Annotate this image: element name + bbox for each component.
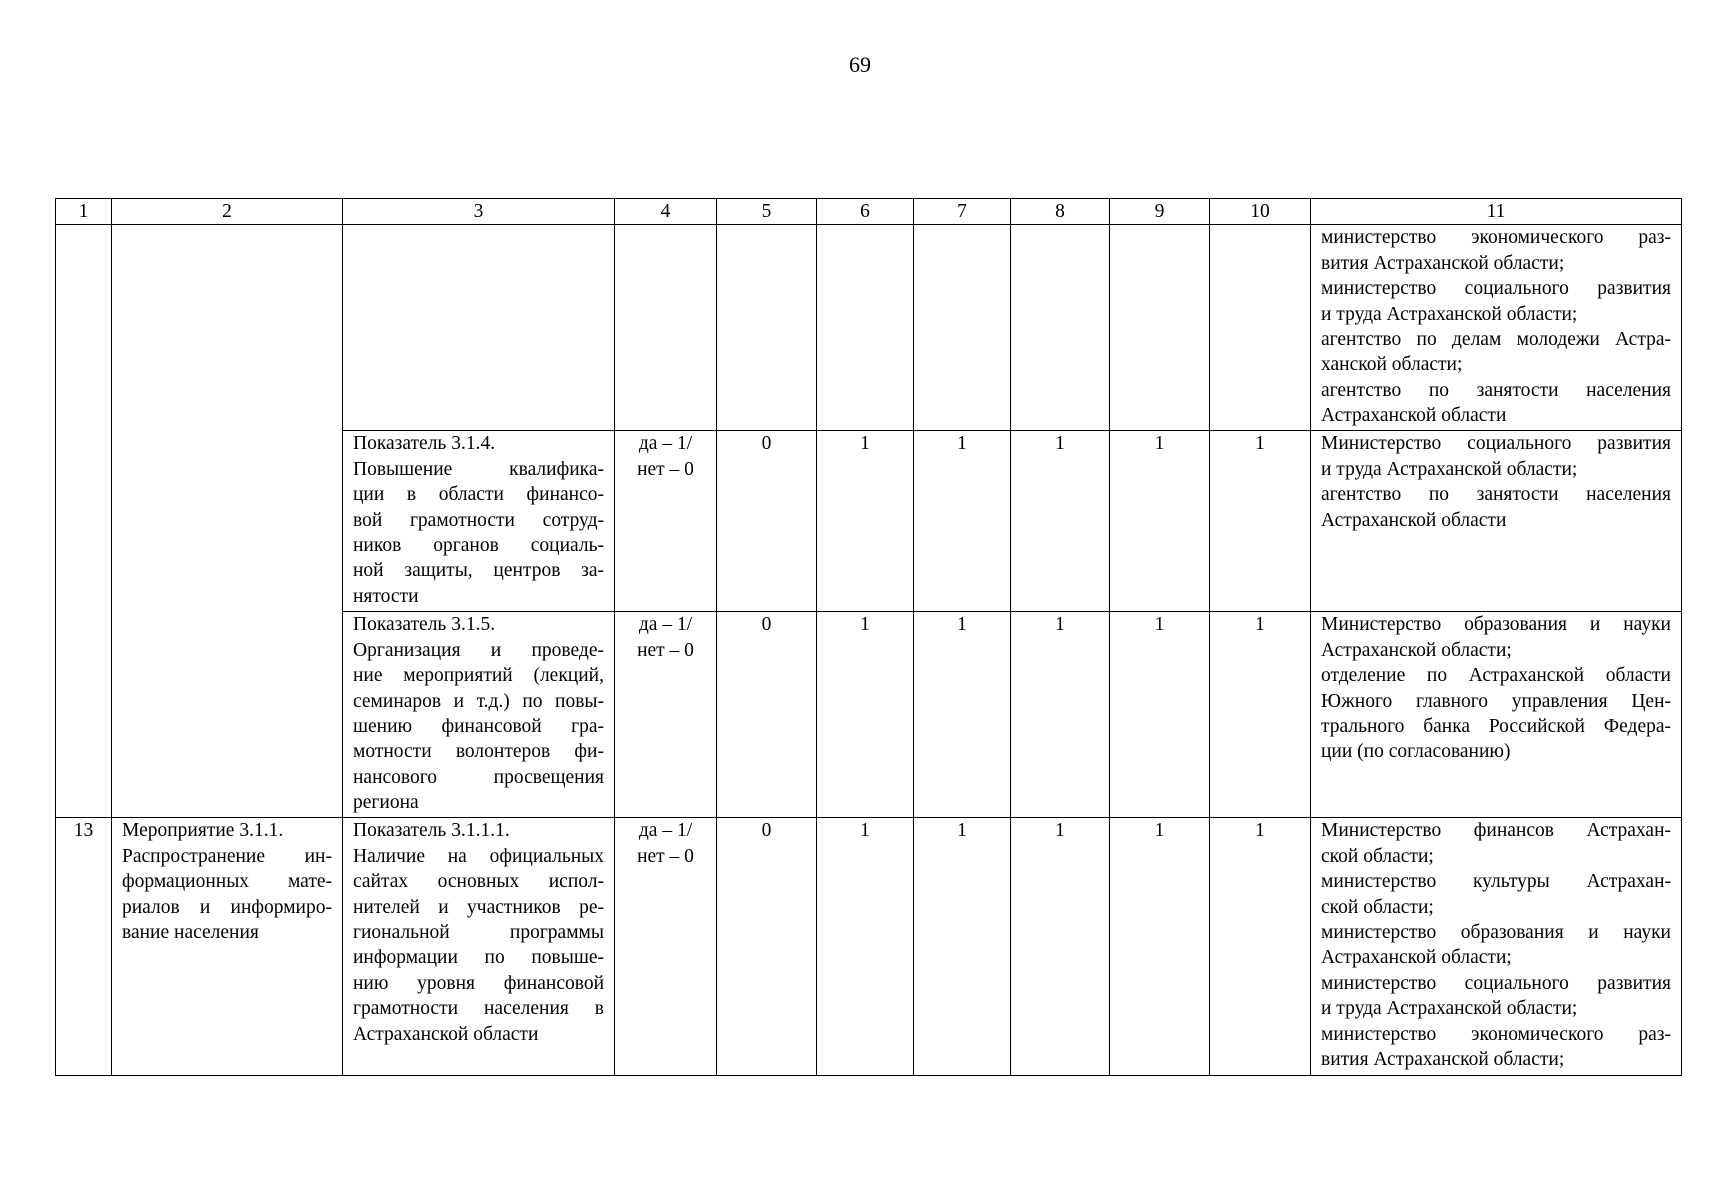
indicator-line: Организация и проведе- [353, 639, 604, 661]
indicator-line: грамотности населения в [353, 998, 604, 1020]
indicator-line: нителей и участников ре- [353, 896, 604, 918]
cell-value: 1 [817, 612, 914, 818]
executor-line: Южного главного управления Цен- [1321, 690, 1671, 712]
cell-number: 13 [56, 818, 112, 1076]
executor-line: агентство по делам молодежи Астра- [1321, 329, 1671, 351]
col-header: 7 [914, 199, 1011, 225]
activity-line: риалов и информиро- [122, 896, 332, 918]
cell-value: 1 [1110, 612, 1210, 818]
activity-line: формационных мате- [122, 871, 332, 893]
cell-value: 1 [1110, 818, 1210, 1076]
program-table [55, 198, 1682, 1076]
executor-line: отделение по Астраханской области [1321, 665, 1671, 687]
indicator-line: мотности волонтеров фи- [353, 741, 604, 763]
cell-value: 1 [914, 431, 1011, 612]
cell-unit [615, 818, 717, 1076]
cell-value: 1 [1011, 431, 1110, 612]
executor-line: вития Астраханской области; [1321, 1049, 1565, 1071]
executor-line: трального банка Российской Федера- [1321, 716, 1671, 738]
cell-activity [112, 818, 343, 1076]
indicator-line: ции в области финансо- [353, 484, 604, 506]
col-header: 2 [112, 199, 343, 225]
cell-value: 1 [817, 818, 914, 1076]
indicator-line: нансового просвещения [353, 766, 604, 788]
unit-line: да – 1/ [638, 433, 693, 455]
indicator-line: региона [353, 792, 419, 814]
cell-value [717, 225, 817, 431]
cell-unit [615, 612, 717, 818]
indicator-line: информации по повыше- [353, 947, 604, 969]
unit-line: да – 1/ [638, 820, 693, 842]
executor-line: министерство образования и науки [1321, 922, 1671, 944]
indicator-line: Показатель 3.1.4. [353, 433, 496, 455]
executor-line: агентство по занятости населения [1321, 379, 1671, 401]
page-number: 69 [849, 52, 871, 77]
unit-line: нет – 0 [637, 845, 694, 867]
executor-line: Астраханской области [1321, 405, 1507, 427]
executor-line: министерство экономического раз- [1321, 1023, 1671, 1045]
executor-line: Министерство финансов Астрахан- [1321, 820, 1671, 842]
cell-indicator [343, 225, 615, 431]
indicator-line: Показатель 3.1.5. [353, 614, 496, 636]
cell-value: 1 [1011, 612, 1110, 818]
table-row [56, 818, 1682, 1076]
indicator-line: Астраханской области [353, 1023, 539, 1045]
table-header-row [56, 199, 1682, 225]
cell-executors [1311, 612, 1682, 818]
cell-value: 1 [1210, 431, 1311, 612]
executor-line: и труда Астраханской области; [1321, 458, 1578, 480]
col-header: 3 [343, 199, 615, 225]
cell-executors [1311, 431, 1682, 612]
indicator-line: шению финансовой гра- [353, 716, 604, 738]
indicator-line: нятости [353, 585, 419, 607]
executor-line: Министерство социального развития [1321, 433, 1671, 455]
cell-indicator [343, 818, 615, 1076]
cell-value: 0 [717, 431, 817, 612]
executor-line: ской области; [1321, 845, 1434, 867]
cell-unit [615, 225, 717, 431]
indicator-line: нию уровня финансовой [353, 972, 604, 994]
indicator-line: ной защиты, центров за- [353, 560, 604, 582]
executor-line: министерство культуры Астрахан- [1321, 871, 1671, 893]
executor-line: министерство социального развития [1321, 278, 1671, 300]
executor-line: и труда Астраханской области; [1321, 998, 1578, 1020]
executor-line: министерство социального развития [1321, 972, 1671, 994]
col-header: 5 [717, 199, 817, 225]
cell-executors [1311, 818, 1682, 1076]
cell-value: 0 [717, 818, 817, 1076]
unit-line: да – 1/ [638, 614, 693, 636]
cell-value [1011, 225, 1110, 431]
indicator-line: ников органов социаль- [353, 535, 604, 557]
executor-line: ской области; [1321, 896, 1434, 918]
executor-line: Астраханской области [1321, 509, 1507, 531]
col-header: 8 [1011, 199, 1110, 225]
cell-value [817, 225, 914, 431]
executor-line: Астраханской области; [1321, 639, 1512, 661]
cell-value [1210, 225, 1311, 431]
executor-line: агентство по занятости населения [1321, 484, 1671, 506]
col-header: 10 [1210, 199, 1311, 225]
executor-line: ханской области; [1321, 354, 1463, 376]
cell-value [914, 225, 1011, 431]
cell-indicator [343, 431, 615, 612]
unit-line: нет – 0 [637, 639, 694, 661]
executor-line: вития Астраханской области; [1321, 252, 1565, 274]
cell-value: 1 [1210, 612, 1311, 818]
indicator-line: Наличие на официальных [353, 845, 604, 867]
col-header: 4 [615, 199, 717, 225]
unit-line: нет – 0 [637, 458, 694, 480]
table-row [56, 225, 1682, 431]
cell-executors [1311, 225, 1682, 431]
activity-line: Распространение ин- [122, 845, 332, 867]
executor-line: ции (по согласованию) [1321, 741, 1511, 763]
executor-line: министерство экономического раз- [1321, 227, 1671, 249]
col-header: 1 [56, 199, 112, 225]
cell-value: 1 [914, 818, 1011, 1076]
col-header: 9 [1110, 199, 1210, 225]
indicator-line: Повышение квалифика- [353, 458, 604, 480]
activity-line: Мероприятие 3.1.1. [122, 820, 284, 842]
cell-number [56, 225, 112, 818]
cell-value: 1 [1210, 818, 1311, 1076]
indicator-line: гиональной программы [353, 922, 604, 944]
col-header: 11 [1311, 199, 1682, 225]
col-header: 6 [817, 199, 914, 225]
indicator-line: ние мероприятий (лекций, [353, 665, 604, 687]
cell-value: 1 [817, 431, 914, 612]
executor-line: и труда Астраханской области; [1321, 303, 1578, 325]
activity-line: вание населения [122, 922, 259, 944]
indicator-line: Показатель 3.1.1.1. [353, 820, 510, 842]
indicator-line: вой грамотности сотруд- [353, 509, 604, 531]
cell-value: 1 [1110, 431, 1210, 612]
cell-value [1110, 225, 1210, 431]
indicator-line: сайтах основных испол- [353, 871, 604, 893]
executor-line: Астраханской области; [1321, 947, 1512, 969]
cell-indicator [343, 612, 615, 818]
cell-unit [615, 431, 717, 612]
executor-line: Министерство образования и науки [1321, 614, 1671, 636]
cell-value: 1 [1011, 818, 1110, 1076]
cell-value: 0 [717, 612, 817, 818]
cell-activity [112, 225, 343, 818]
cell-value: 1 [914, 612, 1011, 818]
indicator-line: семинаров и т.д.) по повы- [353, 690, 604, 712]
